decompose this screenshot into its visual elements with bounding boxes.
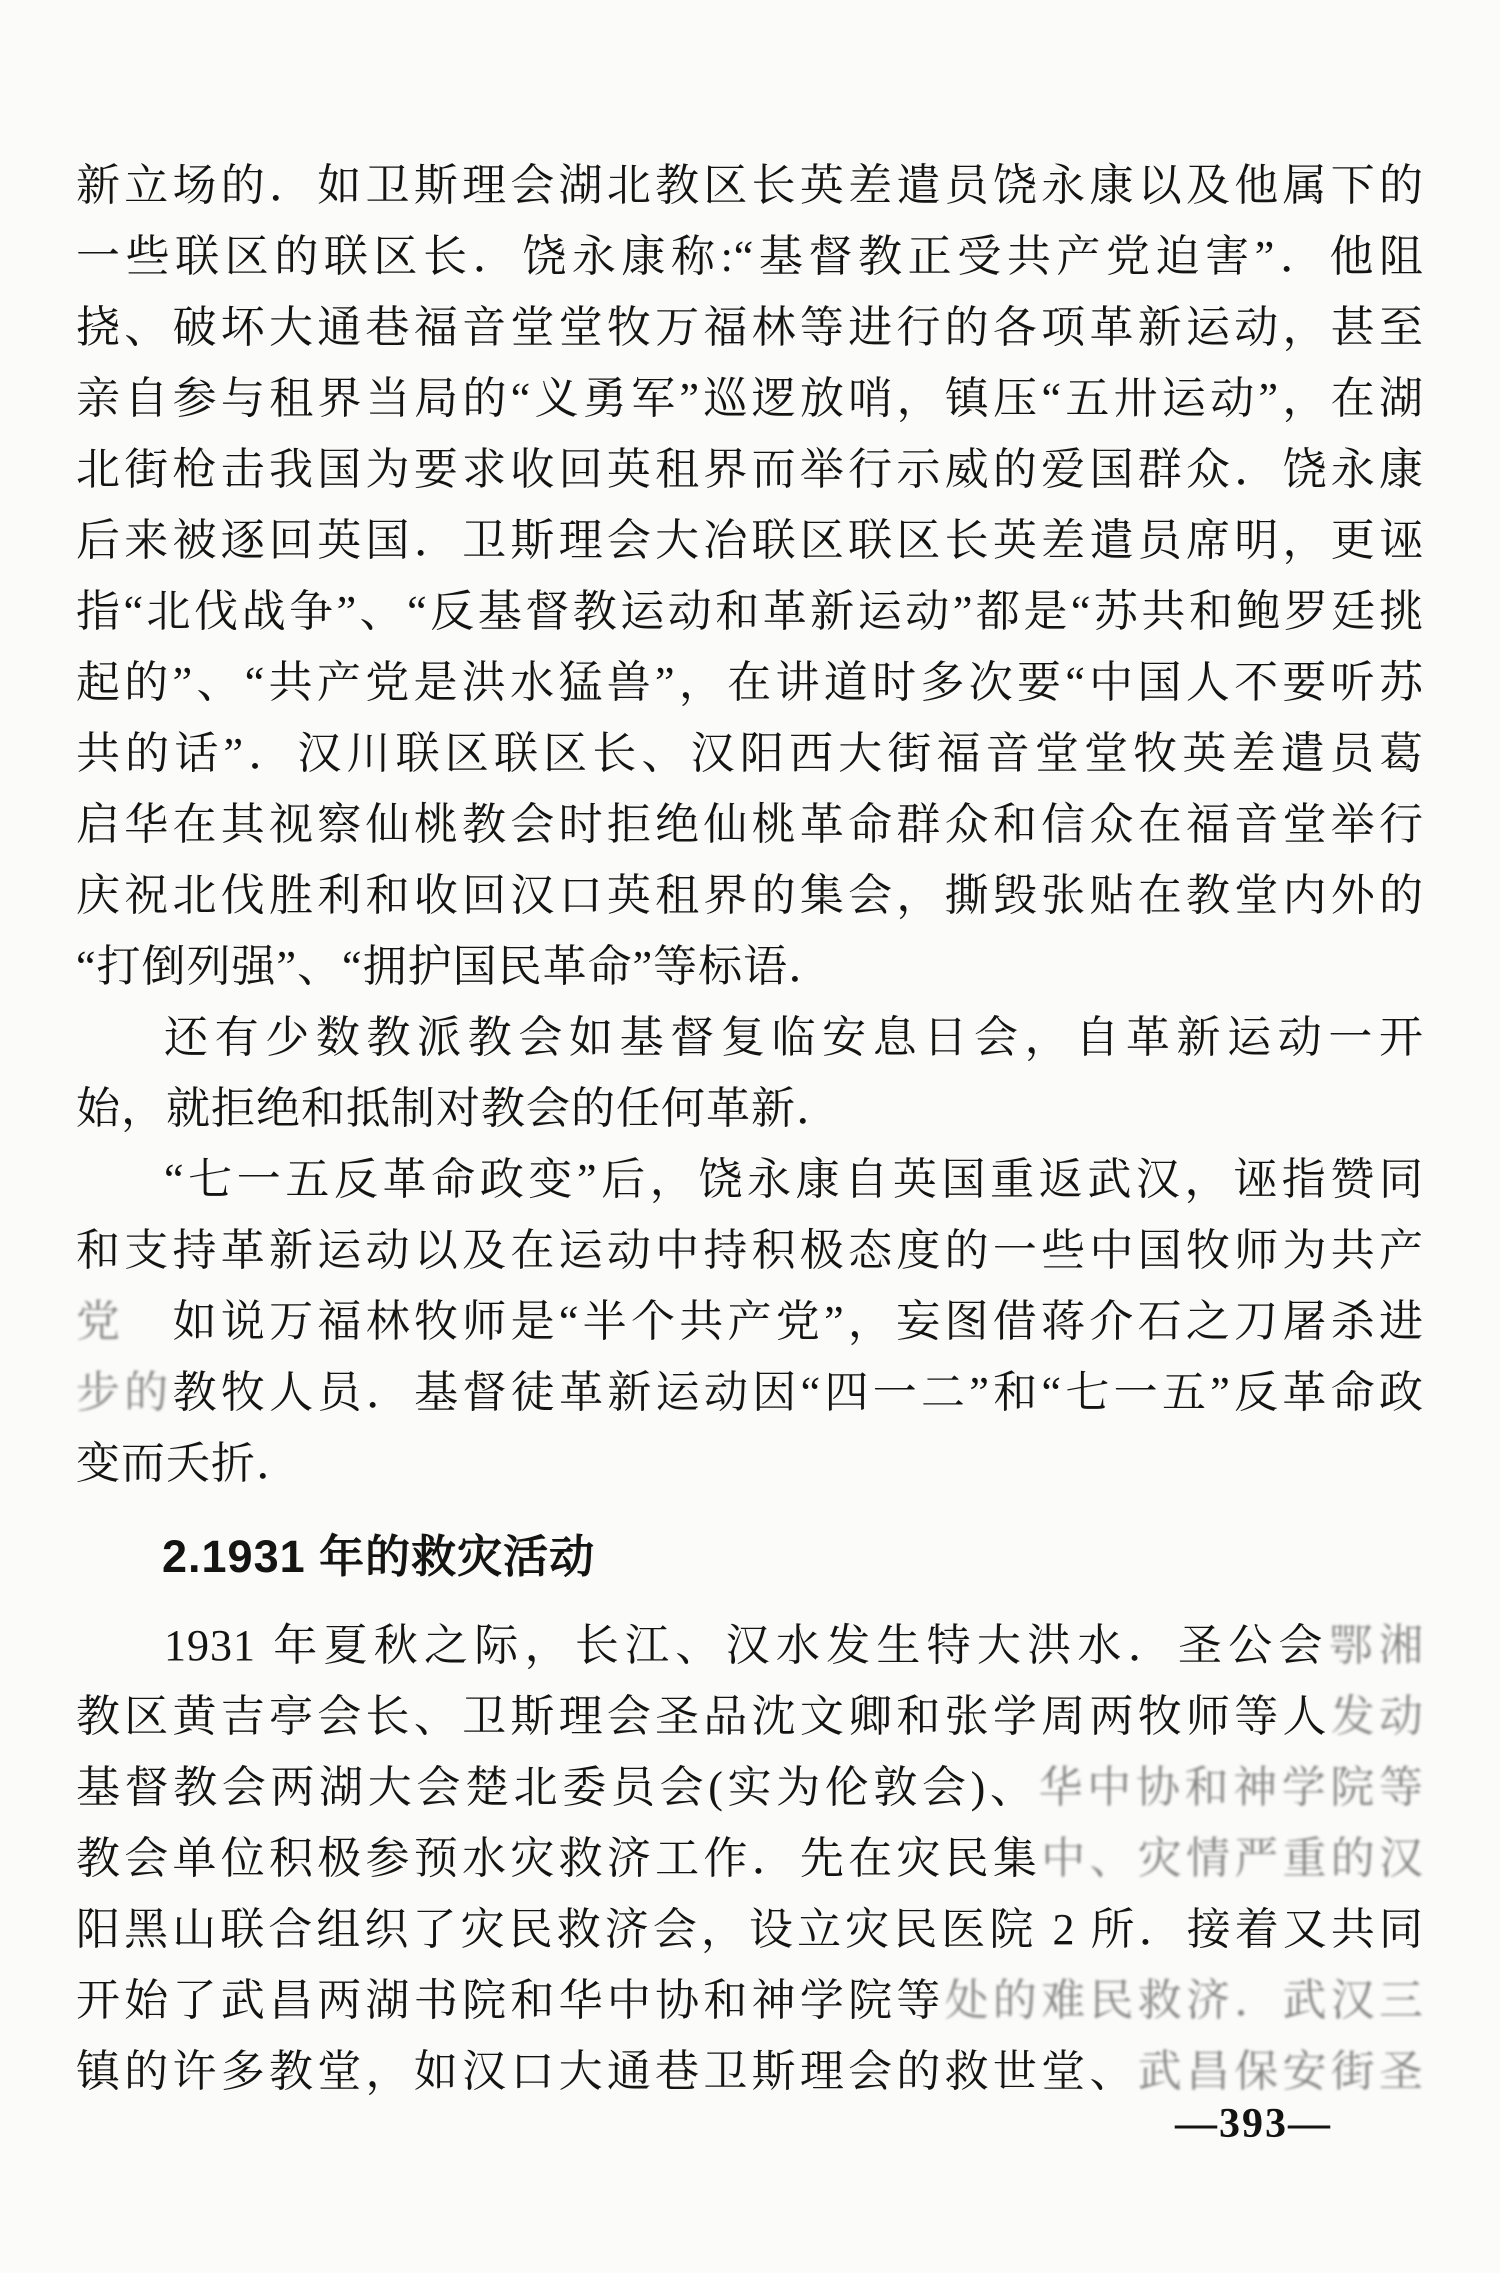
smudged-text: 步的 <box>76 1368 173 1417</box>
text-line: 教会单位积极参预水灾救济工作．先在灾民集中、灾情严重的汉 <box>76 1834 1425 1883</box>
text-line: 后来被逐回英国．卫斯理会大冶联区联区长英差遣员席明，更诬 <box>76 516 1424 565</box>
text-line: 一些联区的联区长．饶永康称:“基督教正受共产党迫害”．他阻 <box>76 232 1424 281</box>
text-line: 始，就拒绝和抵制对教会的任何革新． <box>76 1084 841 1133</box>
text-line: 挠、破坏大通巷福音堂堂牧万福林等进行的各项革新运动，甚至 <box>76 303 1424 352</box>
smudged-text: 党 <box>76 1297 125 1346</box>
text-line: 1931 年夏秋之际，长江、汉水发生特大洪水．圣公会鄂湘 <box>164 1621 1425 1670</box>
text-line: “七一五反革命政变”后，饶永康自英国重返武汉，诬指赞同 <box>164 1155 1424 1204</box>
text-line: 党 如说万福林牧师是“半个共产党”，妄图借蒋介石之刀屠杀进 <box>76 1297 1425 1346</box>
text-line: 北街枪击我国为要求收回英租界而举行示威的爱国群众．饶永康 <box>76 445 1424 494</box>
text-line: 共的话”．汉川联区联区长、汉阳西大街福音堂堂牧英差遣员葛 <box>76 729 1424 778</box>
text-line: 基督教会两湖大会楚北委员会(实为伦敦会)、华中协和神学院等 <box>76 1763 1424 1812</box>
text-line: 变而夭折． <box>76 1439 301 1488</box>
smudged-text: 华中协和神学院等 <box>1038 1763 1424 1812</box>
text-line: 步的教牧人员．基督徒革新运动因“四一二”和“七一五”反革命政 <box>76 1368 1425 1417</box>
text-line: 开始了武昌两湖书院和华中协和神学院等处的难民救济．武汉三 <box>76 1976 1425 2025</box>
smudged-text: 发动 <box>1330 1692 1425 1741</box>
text-line: 和支持革新运动以及在运动中持积极态度的一些中国牧师为共产 <box>76 1226 1424 1275</box>
page-body-text <box>76 150 1424 2107</box>
smudged-text: 武昌保安街圣 <box>1137 2047 1424 2096</box>
text-line: 庆祝北伐胜利和收回汉口英租界的集会，撕毁张贴在教堂内外的 <box>76 871 1424 920</box>
text-line: 指“北伐战争”、“反基督教运动和革新运动”都是“苏共和鲍罗廷挑 <box>76 587 1424 636</box>
text-line: 新立场的．如卫斯理会湖北教区长英差遣员饶永康以及他属下的 <box>76 161 1424 210</box>
text-line: 起的”、“共产党是洪水猛兽”，在讲道时多次要“中国人不要听苏 <box>76 658 1424 707</box>
text-line: 阳黑山联合组织了灾民救济会，设立灾民医院 2 所．接着又共同 <box>76 1905 1424 1954</box>
section-heading: 2.1931 年的救灾活动 <box>162 1531 596 1582</box>
text-line: 亲自参与租界当局的“义勇军”巡逻放哨，镇压“五卅运动”，在湖 <box>76 374 1424 423</box>
text-line: 还有少数教派教会如基督复临安息日会，自革新运动一开 <box>164 1013 1424 1062</box>
text-line: 教区黄吉亭会长、卫斯理会圣品沈文卿和张学周两牧师等人发动 <box>76 1692 1425 1741</box>
smudged-text: 鄂湘 <box>1328 1621 1425 1670</box>
text-line: “打倒列强”、“拥护国民革命”等标语． <box>76 942 834 991</box>
page-number: —393— <box>1175 2101 1332 2147</box>
text-line: 启华在其视察仙桃教会时拒绝仙桃革命群众和信众在福音堂举行 <box>76 800 1424 849</box>
text-line: 镇的许多教堂，如汉口大通巷卫斯理会的救世堂、武昌保安街圣 <box>76 2047 1424 2096</box>
smudged-text: 中、灾情严重的汉 <box>1041 1834 1425 1883</box>
smudged-text: 处的难民救济．武汉三 <box>944 1976 1425 2025</box>
